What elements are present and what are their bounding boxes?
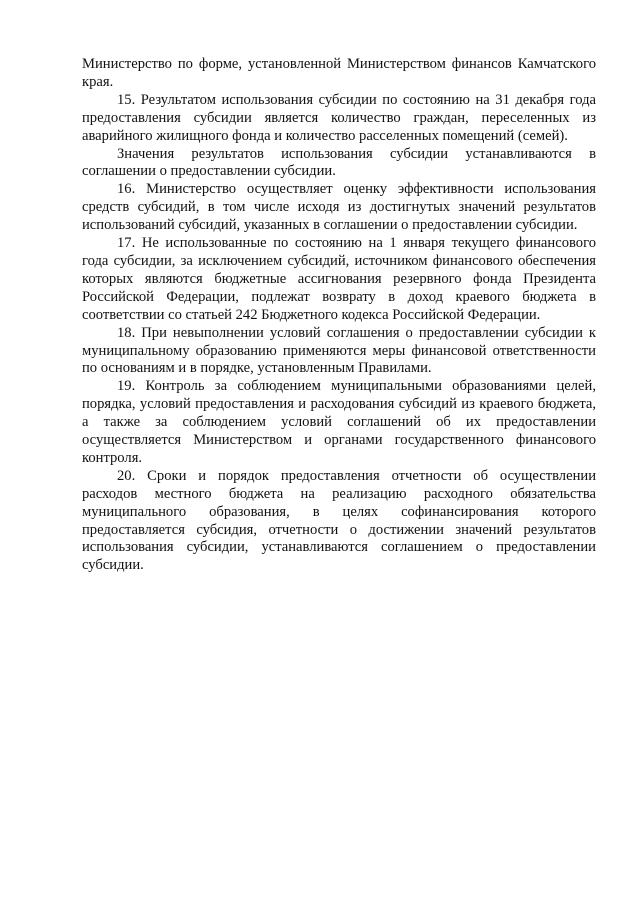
paragraph-18: 18. При невыполнении условий соглашения о предоставлении субсидии к муниципальному образованию применяются меры финансовой ответственности по основаниям и в порядке, установленным Правилами. <box>82 324 596 377</box>
document-page <box>82 56 596 575</box>
paragraph-continuation: Министерство по форме, установленной Министерством финансов Камчатского края. <box>82 56 596 90</box>
paragraph-17: 17. Не использованные по состоянию на 1 января текущего финансового года субсидии, за исключением субсидий, источником финансового обеспечения которых являются бюджетные ассигнования резервного фонда Президента Российской Федерации, подлежат возврату в доход краевого бюджета в соответствии со статьей 242 Бюджетного кодекса Российской Федерации. <box>82 235 596 323</box>
paragraph-16: 16. Министерство осуществляет оценку эффективности использования средств субсидий, в том числе исходя из достигнутых значений результатов использований субсидий, указанных в соглашении о предоставлении субсидии. <box>82 181 596 234</box>
paragraph-15: 15. Результатом использования субсидии по состоянию на 31 декабря года предоставления субсидии является количество граждан, переселенных из аварийного жилищного фонда и количество расселенных помещений (семей). <box>82 91 596 144</box>
paragraph-15-values: Значения результатов использования субсидии устанавливаются в соглашении о предоставлении субсидии. <box>82 145 596 180</box>
paragraph-20: 20. Сроки и порядок предоставления отчетности об осуществлении расходов местного бюджета на реализацию расходного обязательства муниципального образования, в целях софинансирования которого предоставляется субсидия, отчетности о достижении значений результатов использования субсидии, устанавливаются соглашением о предоставлении субсидии. <box>82 467 596 574</box>
paragraph-19: 19. Контроль за соблюдением муниципальными образованиями целей, порядка, условий предоставления и расходования субсидий из краевого бюджета, а также за соблюдением условий соглашений об их предоставлении осуществляется Министерством и органами государственного финансового контроля. <box>82 378 596 466</box>
